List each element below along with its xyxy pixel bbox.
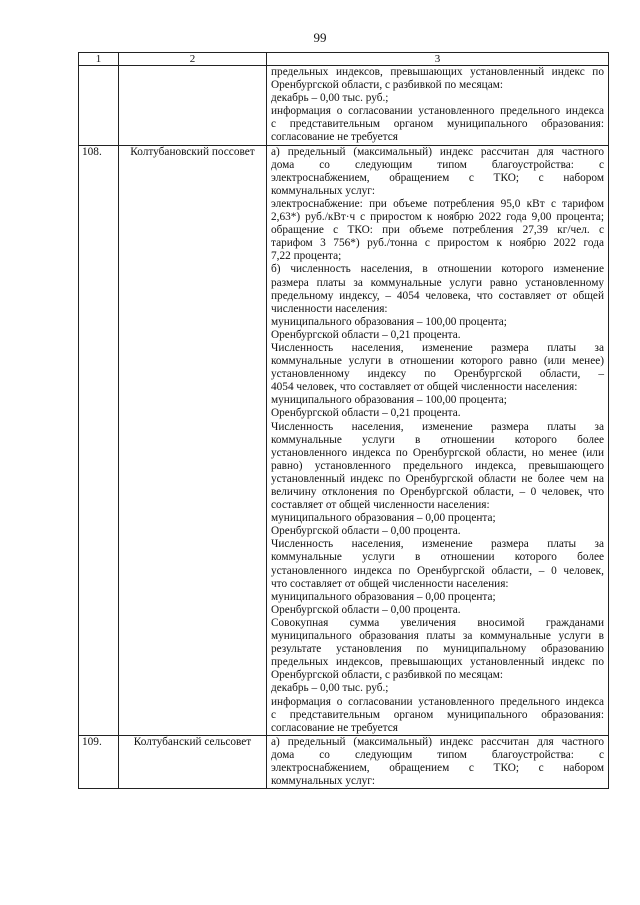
- content-line: результате установления по муниципальному образованию: [271, 643, 604, 656]
- content-line: Численность населения, изменение размера платы за: [271, 420, 604, 433]
- municipality-name: Колтубановский поссовет: [119, 145, 267, 735]
- content-line: коммунальных услуг:: [271, 184, 376, 197]
- content-line: 4054 человек, что составляет от общей численности населения:: [271, 381, 578, 394]
- content-line: установленному индексу по Оренбургской области, –: [271, 368, 604, 381]
- content-line: согласование не требуется: [271, 131, 398, 144]
- content-line: коммунальных услуг:: [271, 775, 376, 788]
- content-line: предельных индексов, превышающих установленный индекс по: [271, 66, 604, 78]
- content-line: Численность населения, изменение размера платы за: [271, 538, 604, 551]
- content-line: Численность населения, изменение размера платы за: [271, 341, 604, 354]
- municipality-name: Колтубанский сельсовет: [119, 735, 267, 788]
- content-line: муниципального образования – 100,00 процента;: [271, 315, 507, 328]
- content-line: а) предельный (максимальный) индекс рассчитан для частного: [271, 735, 604, 748]
- content-line: Оренбургской области, с разбивкой по месяцам:: [271, 79, 504, 92]
- row-content: [267, 145, 609, 735]
- content-line: электроснабжение: при объеме потребления 95,0 кВт с тарифом: [271, 197, 604, 210]
- content-line: составляет от общей численности населения:: [271, 499, 490, 512]
- content-line: коммунальные услуги в отношении которого более: [271, 433, 604, 446]
- municipality-name: [119, 66, 267, 146]
- content-line: муниципального образования – 100,00 процента;: [271, 394, 507, 407]
- table-row: [79, 145, 609, 735]
- row-content: [267, 66, 609, 146]
- content-line: с представительным органом муниципального образования:: [271, 118, 604, 131]
- municipal-index-table: [78, 52, 609, 789]
- content-line: муниципального образования – 0,00 процента;: [271, 590, 496, 603]
- content-line: что составляет от общей численности населения:: [271, 577, 509, 590]
- content-line: Оренбургской области, с разбивкой по месяцам:: [271, 669, 504, 682]
- content-line: 2,63*) руб./кВт·ч с приростом к ноябрю 2022 года 9,00 процента;: [271, 211, 604, 224]
- content-line: 7,22 процента;: [271, 250, 342, 263]
- content-line: коммунальные услуги в отношении которого более: [271, 551, 604, 564]
- table-header-row: [79, 53, 609, 66]
- table-row: [79, 66, 609, 146]
- row-number: [79, 66, 119, 146]
- row-number: 108.: [79, 145, 119, 735]
- row-number: 109.: [79, 735, 119, 788]
- content-line: величину отклонения по Оренбургской области, – 0 человек, что: [271, 486, 604, 498]
- content-line: установленного индекса по Оренбургской области, но менее (или: [271, 446, 604, 459]
- content-line: предельных индексов, превышающих установленный индекс по: [271, 656, 604, 669]
- content-line: предельному индексу, – 4054 человека, что составляет от общей: [271, 289, 604, 302]
- content-line: информация о согласовании установленного предельного индекса: [271, 105, 604, 118]
- page-number: 99: [313, 30, 327, 45]
- content-line: информация о согласовании установленного предельного индекса: [271, 695, 604, 708]
- content-line: дома со следующим типом благоустройства: с: [271, 748, 604, 761]
- content-line: обращение с ТКО: при объеме потребления 27,39 кг/чел. с: [271, 224, 604, 237]
- table-row: [79, 735, 609, 788]
- content-line: согласование не требуется: [271, 721, 398, 734]
- content-line: Оренбургской области – 0,00 процента.: [271, 525, 461, 538]
- header-col-1: 1: [79, 53, 119, 66]
- content-line: б) численность населения, в отношении которого изменение: [271, 263, 604, 276]
- header-col-3: 3: [267, 53, 609, 66]
- content-line: дома со следующим типом благоустройства: с: [271, 158, 604, 171]
- content-line: муниципального образования платы за коммунальные услуги в: [271, 630, 604, 643]
- content-line: тарифом 3 756*) руб./тонна с приростом к ноябрю 2022 года: [271, 237, 604, 250]
- content-line: с представительным органом муниципального образования:: [271, 708, 604, 721]
- content-line: установленного индекса по Оренбургской области, – 0 человек,: [271, 564, 604, 577]
- content-line: размера платы за коммунальные услуги равно установленному: [271, 276, 604, 289]
- content-line: равно) установленного предельного индекса, превышающего: [271, 459, 604, 472]
- content-line: установленный индекс по Оренбургской области не более чем на: [271, 472, 604, 485]
- content-line: Оренбургской области – 0,00 процента.: [271, 603, 461, 616]
- header-col-2: 2: [119, 53, 267, 66]
- content-line: Оренбургской области – 0,21 процента.: [271, 407, 461, 420]
- row-content: [267, 735, 609, 788]
- content-line: электроснабжением, обращением с ТКО; с набором: [271, 761, 604, 774]
- content-line: декабрь – 0,00 тыс. руб.;: [271, 682, 389, 695]
- content-line: электроснабжением, обращением с ТКО; с набором: [271, 171, 604, 184]
- content-line: численности населения:: [271, 302, 388, 315]
- content-line: декабрь – 0,00 тыс. руб.;: [271, 92, 389, 105]
- content-line: Оренбургской области – 0,21 процента.: [271, 328, 461, 341]
- content-line: Совокупная сумма увеличения вносимой гражданами: [271, 616, 604, 629]
- content-line: муниципального образования – 0,00 процента;: [271, 512, 496, 525]
- content-line: а) предельный (максимальный) индекс рассчитан для частного: [271, 145, 604, 158]
- content-line: коммунальные услуги в отношении которого равно (или менее): [271, 355, 604, 368]
